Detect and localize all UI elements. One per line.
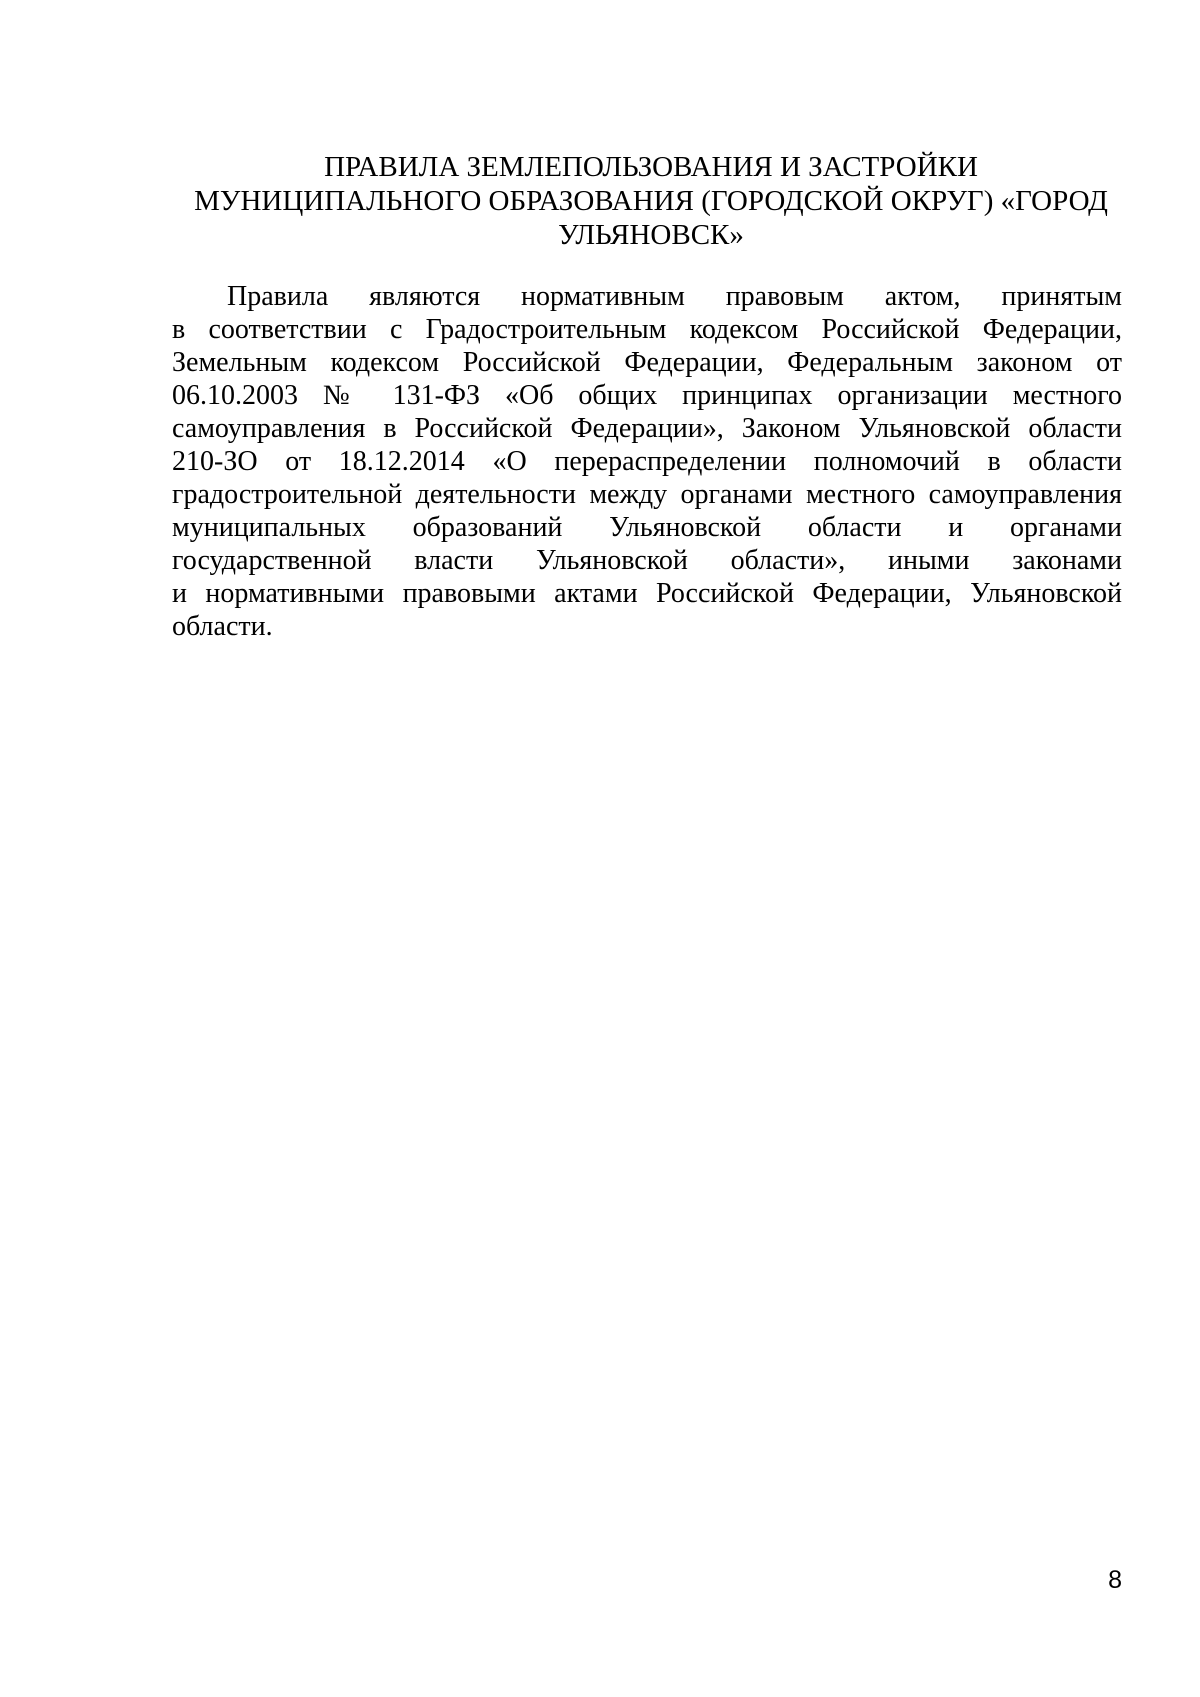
paragraph-line: самоуправления в Российской Федерации», Законом Ульяновской области <box>172 413 1122 444</box>
body-paragraph <box>172 280 1122 643</box>
paragraph-line: муниципальных образований Ульяновской области и органами <box>172 512 1122 543</box>
paragraph-line: Земельным кодексом Российской Федерации, Федеральным законом от <box>172 347 1122 378</box>
paragraph-line: градостроительной деятельности между органами местного самоуправления <box>172 479 1122 510</box>
paragraph-line: 06.10.2003 № 131-ФЗ «Об общих принципах организации местного <box>172 380 1122 411</box>
paragraph-line: государственной власти Ульяновской области», иными законами <box>172 545 1122 576</box>
title-line: УЛЬЯНОВСК» <box>558 219 744 251</box>
paragraph-line: в соответствии с Градостроительным кодексом Российской Федерации, <box>172 314 1122 345</box>
paragraph-line: области. <box>172 611 273 642</box>
paragraph-line: Правила являются нормативным правовым актом, принятым <box>227 281 1122 312</box>
page-number: 8 <box>1108 1566 1122 1594</box>
document-title <box>172 150 1130 252</box>
title-line: МУНИЦИПАЛЬНОГО ОБРАЗОВАНИЯ (ГОРОДСКОЙ ОКРУГ) «ГОРОД <box>194 185 1108 217</box>
paragraph-line: 210-ЗО от 18.12.2014 «О перераспределении полномочий в области <box>172 446 1122 477</box>
title-line: ПРАВИЛА ЗЕМЛЕПОЛЬЗОВАНИЯ И ЗАСТРОЙКИ <box>324 151 978 183</box>
paragraph-line: и нормативными правовыми актами Российской Федерации, Ульяновской <box>172 578 1122 609</box>
